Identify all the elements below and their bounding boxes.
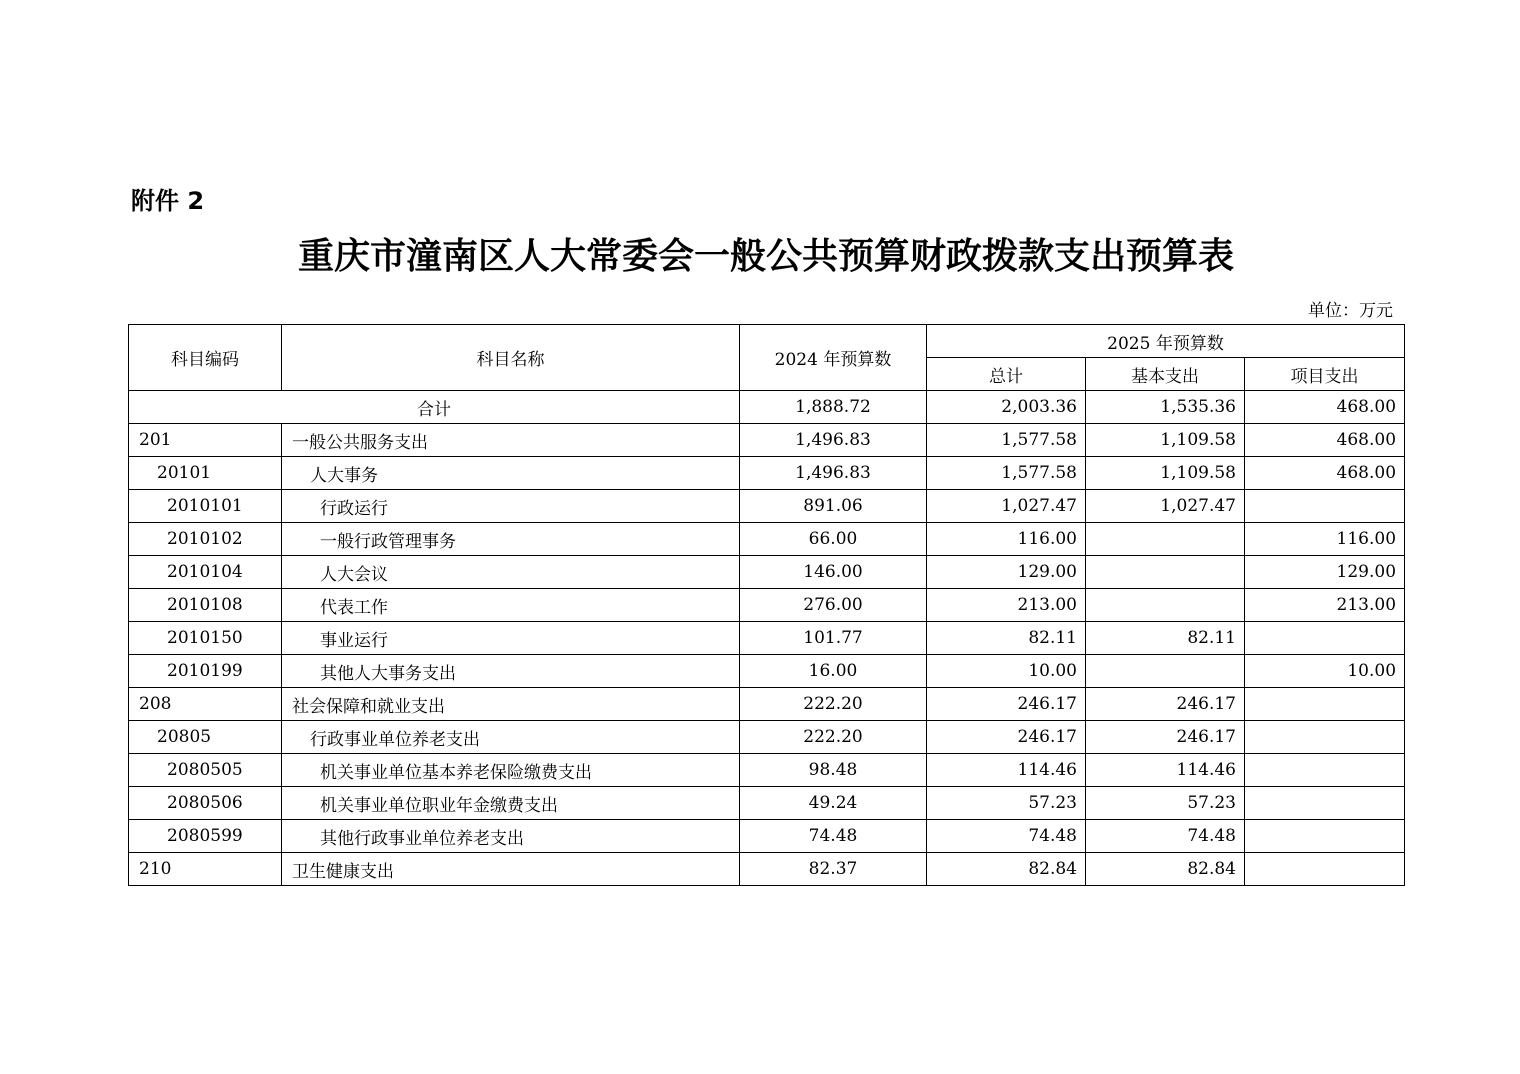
cell-name: 人大会议: [282, 556, 740, 589]
cell-basic: 82.11: [1086, 622, 1245, 655]
cell-name: 行政运行: [282, 490, 740, 523]
cell-code: 2080505: [129, 754, 282, 787]
table-row: [129, 424, 1405, 457]
cell-name: 机关事业单位职业年金缴费支出: [282, 787, 740, 820]
cell-code: 208: [129, 688, 282, 721]
table-row: [129, 490, 1405, 523]
cell-name: 卫生健康支出: [282, 853, 740, 886]
cell-code: 2010150: [129, 622, 282, 655]
total-project: 468.00: [1245, 391, 1405, 424]
header-curr-year: 2025 年预算数: [927, 325, 1405, 358]
cell-basic: [1086, 556, 1245, 589]
cell-code: 2080506: [129, 787, 282, 820]
cell-code: 2010101: [129, 490, 282, 523]
table-row: [129, 820, 1405, 853]
cell-prev: 66.00: [740, 523, 927, 556]
total-prev: 1,888.72: [740, 391, 927, 424]
cell-prev: 222.20: [740, 688, 927, 721]
cell-prev: 1,496.83: [740, 457, 927, 490]
header-code: 科目编码: [129, 325, 282, 391]
table-row: [129, 688, 1405, 721]
cell-project: [1245, 787, 1405, 820]
cell-project: [1245, 820, 1405, 853]
cell-code: 201: [129, 424, 282, 457]
page-title: 重庆市潼南区人大常委会一般公共预算财政拨款支出预算表: [297, 235, 1234, 277]
cell-name: 其他人大事务支出: [282, 655, 740, 688]
budget-table: [128, 324, 1405, 886]
cell-project: [1245, 853, 1405, 886]
cell-name: 一般行政管理事务: [282, 523, 740, 556]
cell-code: 2080599: [129, 820, 282, 853]
total-basic: 1,535.36: [1086, 391, 1245, 424]
total-label: 合计: [129, 391, 740, 424]
cell-prev: 276.00: [740, 589, 927, 622]
cell-basic: 1,027.47: [1086, 490, 1245, 523]
cell-total: 1,577.58: [927, 457, 1086, 490]
header-name: 科目名称: [282, 325, 740, 391]
table-row: [129, 589, 1405, 622]
cell-basic: [1086, 523, 1245, 556]
cell-total: 74.48: [927, 820, 1086, 853]
cell-prev: 891.06: [740, 490, 927, 523]
cell-prev: 101.77: [740, 622, 927, 655]
cell-basic: 114.46: [1086, 754, 1245, 787]
cell-basic: 82.84: [1086, 853, 1245, 886]
cell-project: [1245, 688, 1405, 721]
table-header: [129, 325, 1405, 391]
cell-code: 2010199: [129, 655, 282, 688]
cell-code: 2010102: [129, 523, 282, 556]
cell-prev: 16.00: [740, 655, 927, 688]
cell-name: 事业运行: [282, 622, 740, 655]
cell-total: 114.46: [927, 754, 1086, 787]
cell-code: 210: [129, 853, 282, 886]
cell-project: 116.00: [1245, 523, 1405, 556]
cell-basic: 74.48: [1086, 820, 1245, 853]
cell-project: [1245, 490, 1405, 523]
cell-project: [1245, 721, 1405, 754]
table-body: [129, 391, 1405, 886]
cell-project: [1245, 754, 1405, 787]
table-row: [129, 523, 1405, 556]
cell-project: 468.00: [1245, 424, 1405, 457]
cell-basic: [1086, 655, 1245, 688]
total-total: 2,003.36: [927, 391, 1086, 424]
cell-basic: [1086, 589, 1245, 622]
cell-basic: 1,109.58: [1086, 457, 1245, 490]
cell-prev: 74.48: [740, 820, 927, 853]
cell-project: [1245, 622, 1405, 655]
cell-basic: 1,109.58: [1086, 424, 1245, 457]
cell-basic: 246.17: [1086, 721, 1245, 754]
header-project: 项目支出: [1245, 358, 1405, 391]
cell-total: 82.84: [927, 853, 1086, 886]
cell-total: 116.00: [927, 523, 1086, 556]
cell-prev: 146.00: [740, 556, 927, 589]
header-row-1: [129, 325, 1405, 358]
cell-project: 213.00: [1245, 589, 1405, 622]
table-row: [129, 853, 1405, 886]
cell-prev: 49.24: [740, 787, 927, 820]
cell-name: 行政事业单位养老支出: [282, 721, 740, 754]
cell-code: 20101: [129, 457, 282, 490]
cell-total: 1,577.58: [927, 424, 1086, 457]
cell-name: 社会保障和就业支出: [282, 688, 740, 721]
cell-total: 1,027.47: [927, 490, 1086, 523]
cell-total: 246.17: [927, 721, 1086, 754]
table-row: [129, 721, 1405, 754]
cell-basic: 246.17: [1086, 688, 1245, 721]
cell-prev: 222.20: [740, 721, 927, 754]
cell-prev: 82.37: [740, 853, 927, 886]
cell-code: 2010104: [129, 556, 282, 589]
cell-name: 其他行政事业单位养老支出: [282, 820, 740, 853]
cell-code: 20805: [129, 721, 282, 754]
cell-total: 213.00: [927, 589, 1086, 622]
cell-project: 10.00: [1245, 655, 1405, 688]
table-row: [129, 457, 1405, 490]
cell-code: 2010108: [129, 589, 282, 622]
table-row: [129, 655, 1405, 688]
cell-total: 10.00: [927, 655, 1086, 688]
cell-total: 57.23: [927, 787, 1086, 820]
attachment-label: 附件 2: [131, 187, 205, 215]
cell-name: 代表工作: [282, 589, 740, 622]
table-row: [129, 556, 1405, 589]
table-row: [129, 754, 1405, 787]
header-prev-year: 2024 年预算数: [740, 325, 927, 391]
unit-label: 单位：万元: [1308, 301, 1393, 321]
cell-total: 246.17: [927, 688, 1086, 721]
cell-name: 机关事业单位基本养老保险缴费支出: [282, 754, 740, 787]
cell-prev: 98.48: [740, 754, 927, 787]
cell-project: 468.00: [1245, 457, 1405, 490]
header-basic: 基本支出: [1086, 358, 1245, 391]
total-row: [129, 391, 1405, 424]
header-total: 总计: [927, 358, 1086, 391]
cell-name: 一般公共服务支出: [282, 424, 740, 457]
cell-basic: 57.23: [1086, 787, 1245, 820]
cell-prev: 1,496.83: [740, 424, 927, 457]
cell-total: 129.00: [927, 556, 1086, 589]
cell-project: 129.00: [1245, 556, 1405, 589]
table-row: [129, 787, 1405, 820]
cell-total: 82.11: [927, 622, 1086, 655]
cell-name: 人大事务: [282, 457, 740, 490]
table-row: [129, 622, 1405, 655]
